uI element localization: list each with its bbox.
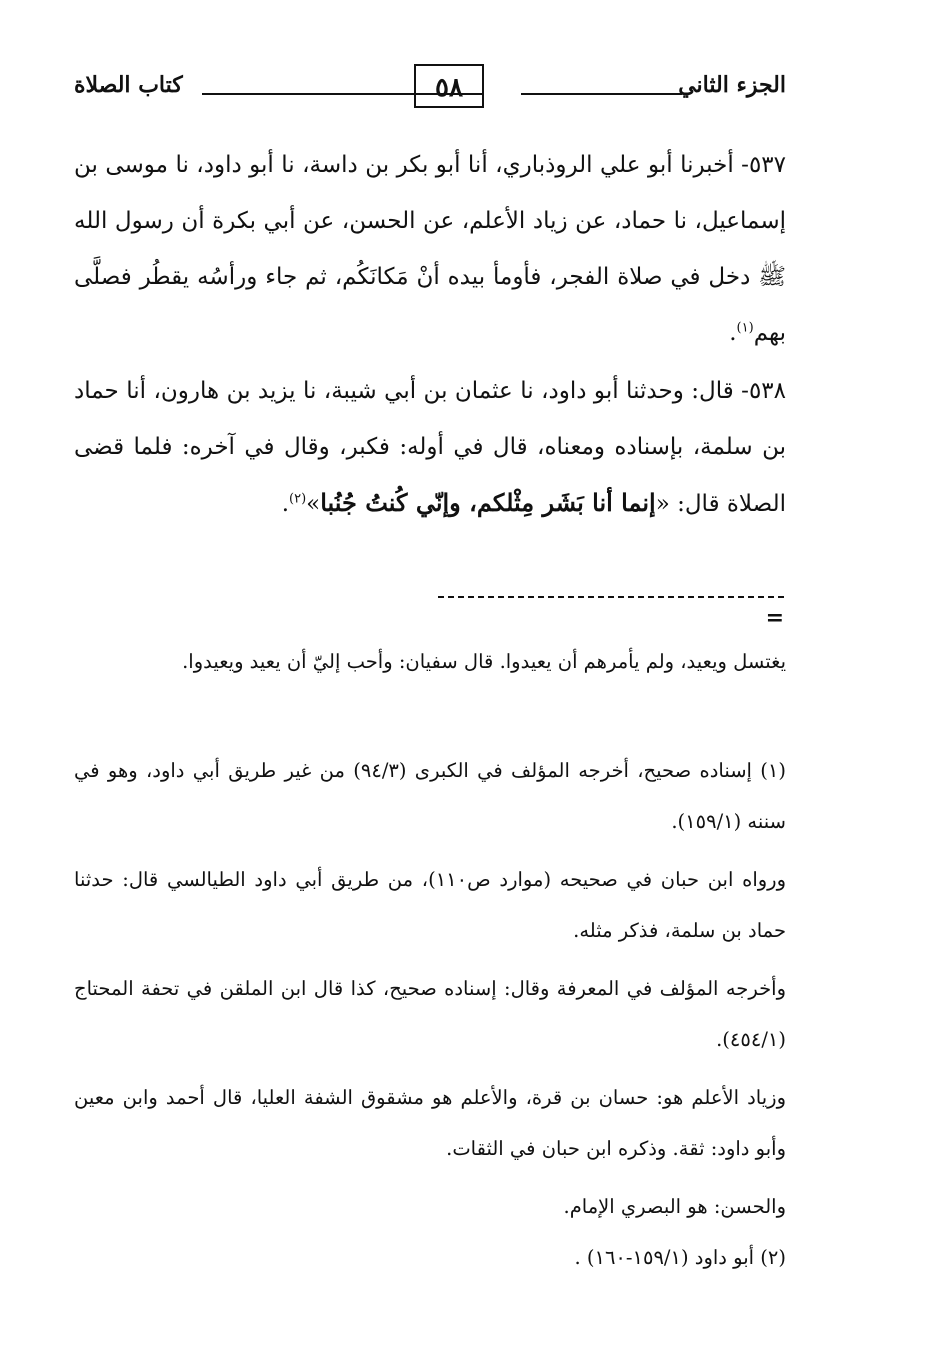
hadith-538 bbox=[74, 363, 786, 532]
footnote-1-d: وزياد الأعلم هو: حسان بن قرة، والأعلم هو مشقوق الشفة العليا، قال أحمد وابن معين وأبو داود: ثقة. وذكره ابن حبان في الثقات. bbox=[74, 1086, 786, 1160]
footnote-2: (٢) أبو داود (١٥٩/١-١٦٠) . bbox=[574, 1246, 786, 1269]
quote-close: » bbox=[306, 491, 321, 517]
footnote-separator bbox=[438, 596, 784, 598]
book-title: كتاب الصلاة bbox=[74, 72, 183, 98]
continuation-mark: = bbox=[765, 605, 784, 631]
hadith-537-end: . bbox=[729, 320, 737, 346]
hadith-537 bbox=[74, 137, 786, 361]
page-header bbox=[74, 64, 786, 114]
header-rule-right bbox=[521, 93, 682, 95]
footnote-continuation: يغتسل ويعيد، ولم يأمرهم أن يعيدوا. قال سفيان: وأحب إليّ أن يعيد ويعيدوا. bbox=[182, 650, 786, 673]
prophetic-quote: إنما أنا بَشَر مِثْلكم، وإنّي كُنتُ جُنُبا bbox=[320, 488, 656, 517]
footnote-1-b: ورواه ابن حبان في صحيحه (موارد ص١١٠)، من طريق أبي داود الطيالسي قال: حدثنا حماد بن سلمة، فذكر مثله. bbox=[74, 868, 786, 942]
part-title: الجزء الثاني bbox=[678, 72, 786, 98]
hadith-538-end: . bbox=[281, 491, 290, 517]
footnote-1-e: والحسن: هو البصري الإمام. bbox=[563, 1195, 786, 1218]
footnote-ref-1: (١) bbox=[736, 320, 754, 336]
footnote-ref-2: (٢) bbox=[289, 491, 307, 507]
footnote-1-c: وأخرجه المؤلف في المعرفة وقال: إسناده صحيح، كذا قال ابن الملقن في تحفة المحتاج (٤٥٤/١). bbox=[74, 977, 786, 1051]
hadith-538-text: ٥٣٨- قال: وحدثنا أبو داود، نا عثمان بن أبي شيبة، نا يزيد بن هارون، أنا حماد بن سلمة، بإسناده ومعناه، قال في أوله: فكبر، وقال في آخره: فلما قضى الصلاة قال: « bbox=[74, 378, 786, 517]
hadith-537-text: ٥٣٧- أخبرنا أبو علي الروذباري، أنا أبو بكر بن داسة، نا أبو داود، نا موسى بن إسماعيل، نا حماد، عن زياد الأعلم، عن الحسن، عن أبي بكرة أن رسول الله ﷺ دخل في صلاة الفجر، فأومأ بيده أنْ مَكانَكُم، ثم جاء ورأسُه يقطُر فصلَّى بهم bbox=[74, 152, 786, 346]
header-rule-left bbox=[202, 93, 484, 95]
page-number: ٥٨ bbox=[414, 64, 484, 108]
footnote-1-a: (١) إسناده صحيح، أخرجه المؤلف في الكبرى (٩٤/٣) من غير طريق أبي داود، وهو في سننه (١٥٩/١). bbox=[74, 759, 786, 833]
